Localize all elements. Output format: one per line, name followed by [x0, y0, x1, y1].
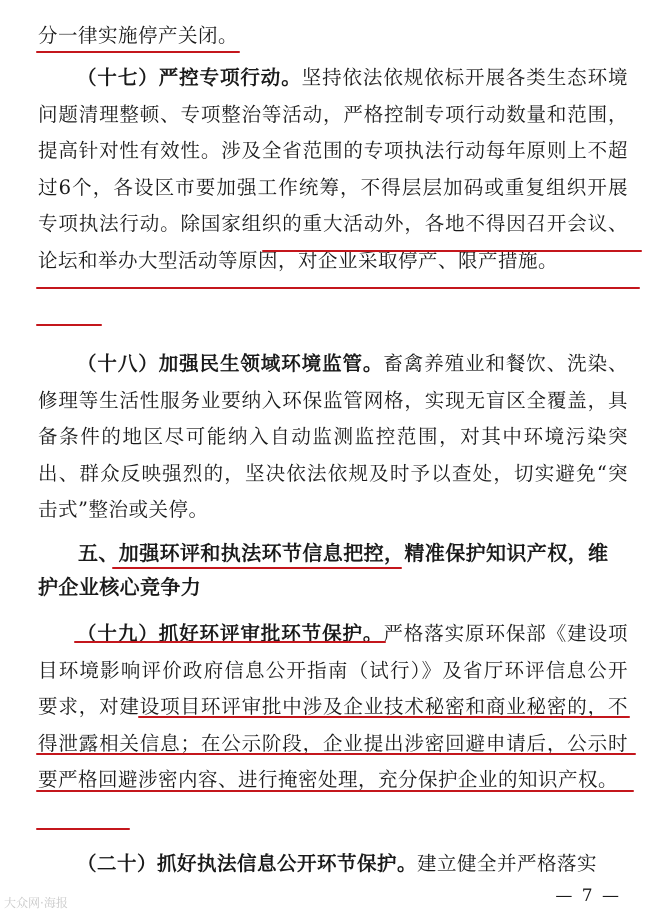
paragraph-continuation [38, 18, 628, 55]
paragraph-17-label: （十七）严控专项行动。 [77, 66, 302, 89]
red-underline [262, 250, 642, 252]
paragraph-19 [38, 616, 628, 799]
red-underline [36, 828, 130, 830]
paragraph-18 [38, 346, 628, 529]
paragraph-18-label: （十八）加强民生领域环境监管。 [77, 352, 384, 375]
paragraph-17-body: 坚持依法依规依标开展各类生态环境问题清理整顿、专项整治等活动，严格控制专项行动数量和范围，提高针对性有效性。涉及全省范围的专项执法行动每年原则上不超过6个，各设区市要加强工作统筹，不得层层加码或重复组织开展专项执法行动。除国家组织的重大活动外，各地不得因召开会议、论坛和举办大型活动等原因，对企业采取停产、限产措施。 [38, 66, 628, 272]
paragraph-17 [38, 60, 628, 280]
paragraph-19-label: （十九）抓好环评审批环节保护。 [77, 622, 384, 645]
paragraph-20-label: （二十）抓好执法信息公开环节保护。 [77, 852, 418, 875]
section-heading-5-line2: 护企业核心竞争力 [38, 575, 202, 599]
red-underline [36, 790, 634, 792]
paragraph-20-body: 建立健全并严格落实 [417, 852, 598, 875]
red-underline [138, 716, 630, 718]
section-heading-5-line1: 五、加强环评和执法环节信息把控，精准保护知识产权，维 [78, 541, 609, 565]
red-underline [112, 567, 402, 569]
continuation-text: 分一律实施停产关闭。 [38, 24, 239, 47]
red-underline [36, 324, 102, 326]
paragraph-18-body: 畜禽养殖业和餐饮、洗染、修理等生活性服务业要纳入环保监管网格，实现无盲区全覆盖，具备条件的地区尽可能纳入自动监测监控范围，对其中环境污染突出、群众反映强烈的，坚决依法依规及时予以查处，切实避免“突击式”整治或关停。 [38, 352, 628, 522]
section-heading-5 [38, 536, 638, 604]
red-underline [36, 753, 636, 755]
red-underline [74, 641, 386, 643]
watermark: 大众网·海报 [4, 896, 68, 910]
paragraph-20 [38, 846, 628, 883]
red-underline [36, 287, 640, 289]
red-underline [36, 51, 240, 53]
paragraph-19-body: 严格落实原环保部《建设项目环境影响评价政府信息公开指南（试行）》及省厅环评信息公开要求，对建设项目环评审批中涉及企业技术秘密和商业秘密的，不得泄露相关信息；在公示阶段，企业提出涉密回避申请后，公示时要严格回避涉密内容、进行掩密处理，充分保护企业的知识产权。 [38, 622, 628, 792]
page-number: — 7 — [555, 886, 621, 906]
